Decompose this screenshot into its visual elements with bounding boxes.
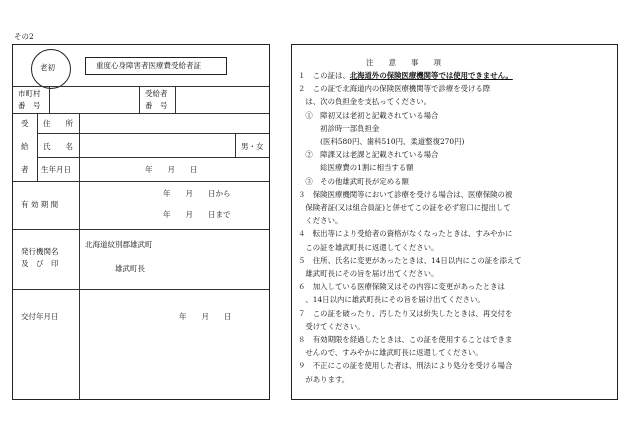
address-label: 住 所	[43, 119, 73, 128]
recipient-side-char: 者	[21, 165, 29, 174]
note-text: ５ 住所、氏名に変更があったときは、14日以内にこの証を添えて	[298, 255, 522, 265]
note-line	[298, 244, 438, 251]
note-line	[298, 125, 379, 132]
gender-field: 男・女	[241, 142, 264, 151]
note-text: ② 障課又は老課と記載されている場合	[298, 150, 439, 160]
note-text: ４ 転出等により受給者の資格がなくなったときは、すみやかに	[298, 229, 513, 239]
note-text: ① 障初又は老初と記載されている場合	[298, 110, 439, 120]
card-title: 重度心身障害者医療費受給者証	[96, 61, 201, 70]
issue-date-value: 年 月 日	[179, 312, 232, 321]
note-line	[298, 349, 483, 356]
note-text: があります。	[298, 374, 350, 384]
note-line	[298, 376, 349, 383]
note-emphasis: 北海道外の保険医療機関等では使用できません。	[349, 71, 513, 80]
note-text: ３ 保険医療機関等において診療を受ける場合は、医療保険の被	[298, 189, 513, 199]
note-text: ③ その他雄武町長が定める額	[298, 176, 409, 186]
recipient-card	[12, 44, 270, 400]
note-text: ７ この証を破ったり、汚したり又は紛失したときは、再交付を	[298, 308, 513, 318]
note-line	[298, 98, 431, 105]
rule	[79, 113, 80, 181]
validity-from: 年 月 日から	[163, 189, 231, 198]
rule	[175, 86, 176, 113]
note-line	[298, 230, 512, 237]
note-text: １ この証は、	[298, 71, 350, 80]
note-line	[298, 191, 512, 198]
note-text: ２ この証で北海道内の保険医療機関等で診療を受ける際	[298, 84, 491, 94]
note-text: ８ 有効期限を経過したときは、この証を使用することはできま	[298, 335, 513, 344]
rule	[235, 133, 236, 157]
issuer-head: 雄武町長	[115, 264, 145, 273]
rule	[13, 86, 269, 87]
note-text: ください。	[298, 216, 343, 226]
issuer-label: 及 び 印	[21, 259, 59, 268]
note-line	[298, 270, 438, 277]
note-line	[298, 336, 512, 343]
recipient-side-char: 受	[21, 119, 29, 128]
rule	[37, 113, 38, 181]
birth-date-label: 生年月日	[41, 165, 71, 174]
note-text: ６ 加入している医療保険又はその内容に変更があったときは	[298, 282, 505, 292]
note-text: は、次の負担金を支払ってください。	[298, 97, 432, 107]
rule	[79, 181, 80, 399]
recipient-number-label: 受給者	[145, 89, 168, 98]
issue-date-label: 交付年月日	[21, 312, 59, 321]
page-label: その2	[14, 32, 34, 41]
stamp-label: 老初	[40, 63, 55, 72]
note-line	[298, 283, 505, 290]
rule	[13, 289, 269, 290]
note-line	[298, 323, 365, 330]
note-line	[298, 164, 414, 171]
note-text: 受けてください。	[298, 321, 365, 331]
note-text: 保険者証(又は組合員証)と併せてこの証を必ず窓口に提出して	[298, 203, 511, 212]
note-line	[298, 178, 409, 185]
note-line	[298, 362, 512, 369]
recipient-number-label: 番 号	[145, 101, 168, 110]
note-line	[298, 310, 512, 317]
issuer-org: 北海道紋別郡雄武町	[85, 240, 153, 249]
municipality-label: 市町村	[18, 89, 41, 98]
rule	[13, 113, 269, 114]
note-line	[298, 296, 485, 303]
note-text: せんので、すみやかに雄武町長に返還してください。	[298, 348, 483, 358]
rule	[49, 86, 50, 113]
note-line	[298, 204, 511, 211]
note-text: (医科580円、歯科510円、柔道整復270円)	[298, 137, 465, 146]
note-line	[298, 112, 438, 119]
note-line	[298, 151, 438, 158]
note-text: 初診時一部負担金	[298, 123, 380, 133]
note-line	[298, 72, 513, 79]
validity-label: 有 効 期 間	[21, 200, 59, 209]
note-text: この証を雄武町長に返還してください。	[298, 242, 439, 252]
note-line	[298, 138, 464, 145]
note-line	[298, 217, 342, 224]
note-text: 総医療費の1割に相当する額	[298, 163, 414, 173]
rule	[139, 86, 140, 113]
note-text: 雄武町長にその旨を届け出てください。	[298, 269, 439, 278]
issuer-label: 発行機関名	[21, 247, 59, 256]
notes-title: 注 意 事 項	[366, 58, 441, 67]
note-text: ９ 不正にこの証を使用した者は、刑法により処分を受ける場合	[298, 361, 513, 371]
notes-panel	[291, 44, 618, 400]
rule	[13, 181, 269, 182]
rule	[13, 229, 269, 230]
note-line	[298, 257, 522, 264]
note-line	[298, 85, 490, 92]
rule	[37, 157, 269, 158]
recipient-side-char: 給	[21, 142, 29, 151]
birth-date-value: 年 月 日	[145, 165, 198, 174]
validity-to: 年 月 日まで	[163, 210, 231, 219]
name-label: 氏 名	[43, 142, 73, 151]
municipality-label: 番 号	[18, 101, 41, 110]
note-text: 、14日以内に雄武町長にその旨を届け出てください。	[298, 295, 485, 305]
